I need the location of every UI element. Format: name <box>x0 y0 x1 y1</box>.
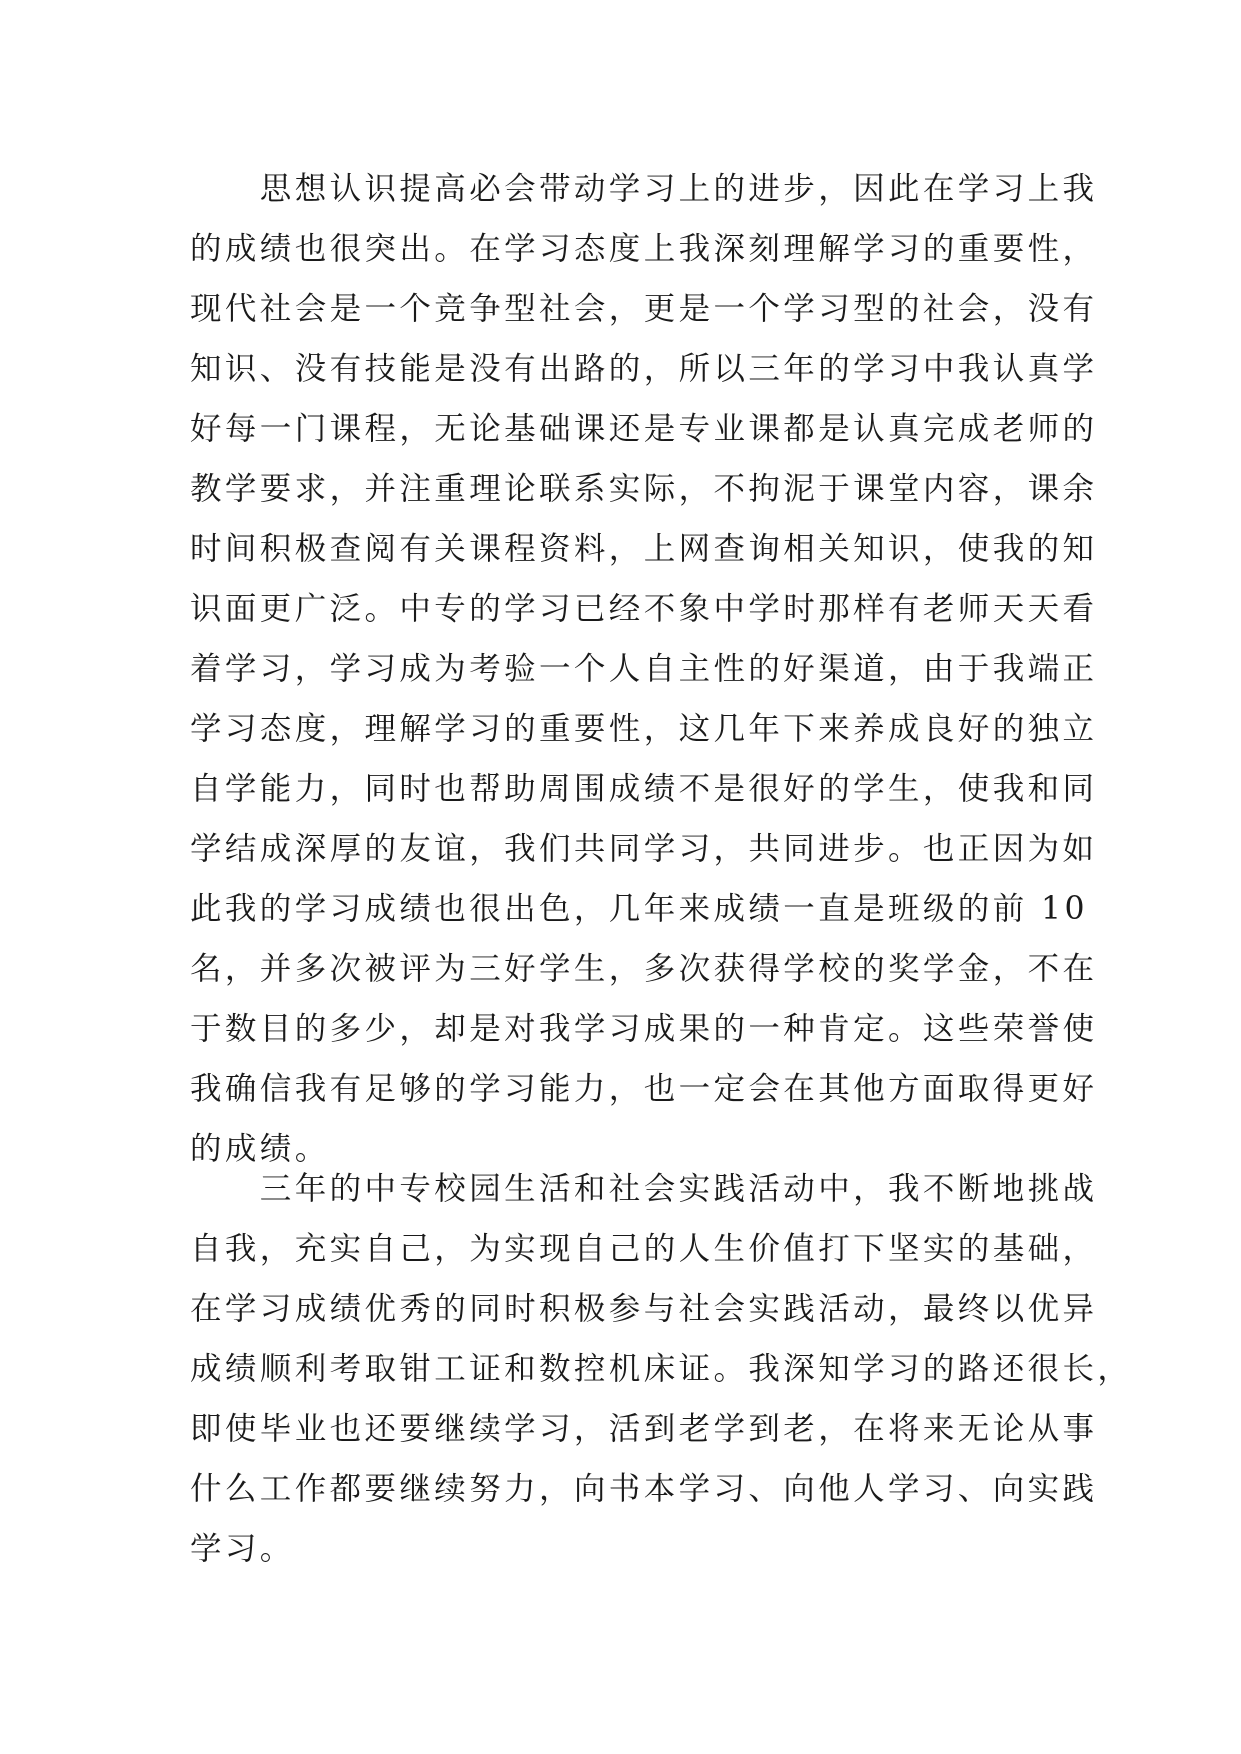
paragraph-line: 我确信我有足够的学习能力，也一定会在其他方面取得更好 <box>190 1071 1098 1107</box>
paragraph-line: 教学要求，并注重理论联系实际，不拘泥于课堂内容，课余 <box>190 471 1098 507</box>
paragraph-line: 学习。 <box>190 1531 295 1567</box>
paragraph-line: 的成绩也很突出。在学习态度上我深刻理解学习的重要性， <box>190 231 1098 267</box>
paragraph-line: 自我，充实自己，为实现自己的人生价值打下坚实的基础， <box>190 1231 1098 1267</box>
paragraph-line: 识面更广泛。中专的学习已经不象中学时那样有老师天天看 <box>190 591 1098 627</box>
paragraph-line: 思想认识提高必会带动学习上的进步，因此在学习上我 <box>190 171 1098 207</box>
paragraph-line: 着学习，学习成为考验一个人自主性的好渠道，由于我端正 <box>190 651 1098 687</box>
paragraph-line: 学结成深厚的友谊，我们共同学习，共同进步。也正因为如 <box>190 831 1098 867</box>
paragraph-line: 在学习成绩优秀的同时积极参与社会实践活动，最终以优异 <box>190 1291 1098 1327</box>
paragraph-line: 时间积极查阅有关课程资料，上网查询相关知识，使我的知 <box>190 531 1098 567</box>
paragraph-line: 学习态度，理解学习的重要性，这几年下来养成良好的独立 <box>190 711 1098 747</box>
paragraph-study-achievements <box>190 159 1098 1179</box>
paragraph-line: 现代社会是一个竞争型社会，更是一个学习型的社会，没有 <box>190 291 1098 327</box>
paragraph-practice-activities <box>190 1159 1133 1579</box>
paragraph-line: 成绩顺利考取钳工证和数控机床证。我深知学习的路还很长， <box>190 1351 1133 1387</box>
paragraph-line: 即使毕业也还要继续学习，活到老学到老，在将来无论从事 <box>190 1411 1098 1447</box>
paragraph-line: 好每一门课程，无论基础课还是专业课都是认真完成老师的 <box>190 411 1098 447</box>
paragraph-line: 什么工作都要继续努力，向书本学习、向他人学习、向实践 <box>190 1471 1098 1507</box>
paragraph-line: 知识、没有技能是没有出路的，所以三年的学习中我认真学 <box>190 351 1098 387</box>
paragraph-line: 自学能力，同时也帮助周围成绩不是很好的学生，使我和同 <box>190 771 1098 807</box>
paragraph-line: 名，并多次被评为三好学生，多次获得学校的奖学金，不在 <box>190 951 1098 987</box>
paragraph-line: 此我的学习成绩也很出色，几年来成绩一直是班级的前 10 <box>190 891 1088 927</box>
paragraph-line: 的成绩。 <box>190 1131 330 1167</box>
paragraph-line: 于数目的多少，却是对我学习成果的一种肯定。这些荣誉使 <box>190 1011 1098 1047</box>
paragraph-line: 三年的中专校园生活和社会实践活动中，我不断地挑战 <box>190 1171 1098 1207</box>
